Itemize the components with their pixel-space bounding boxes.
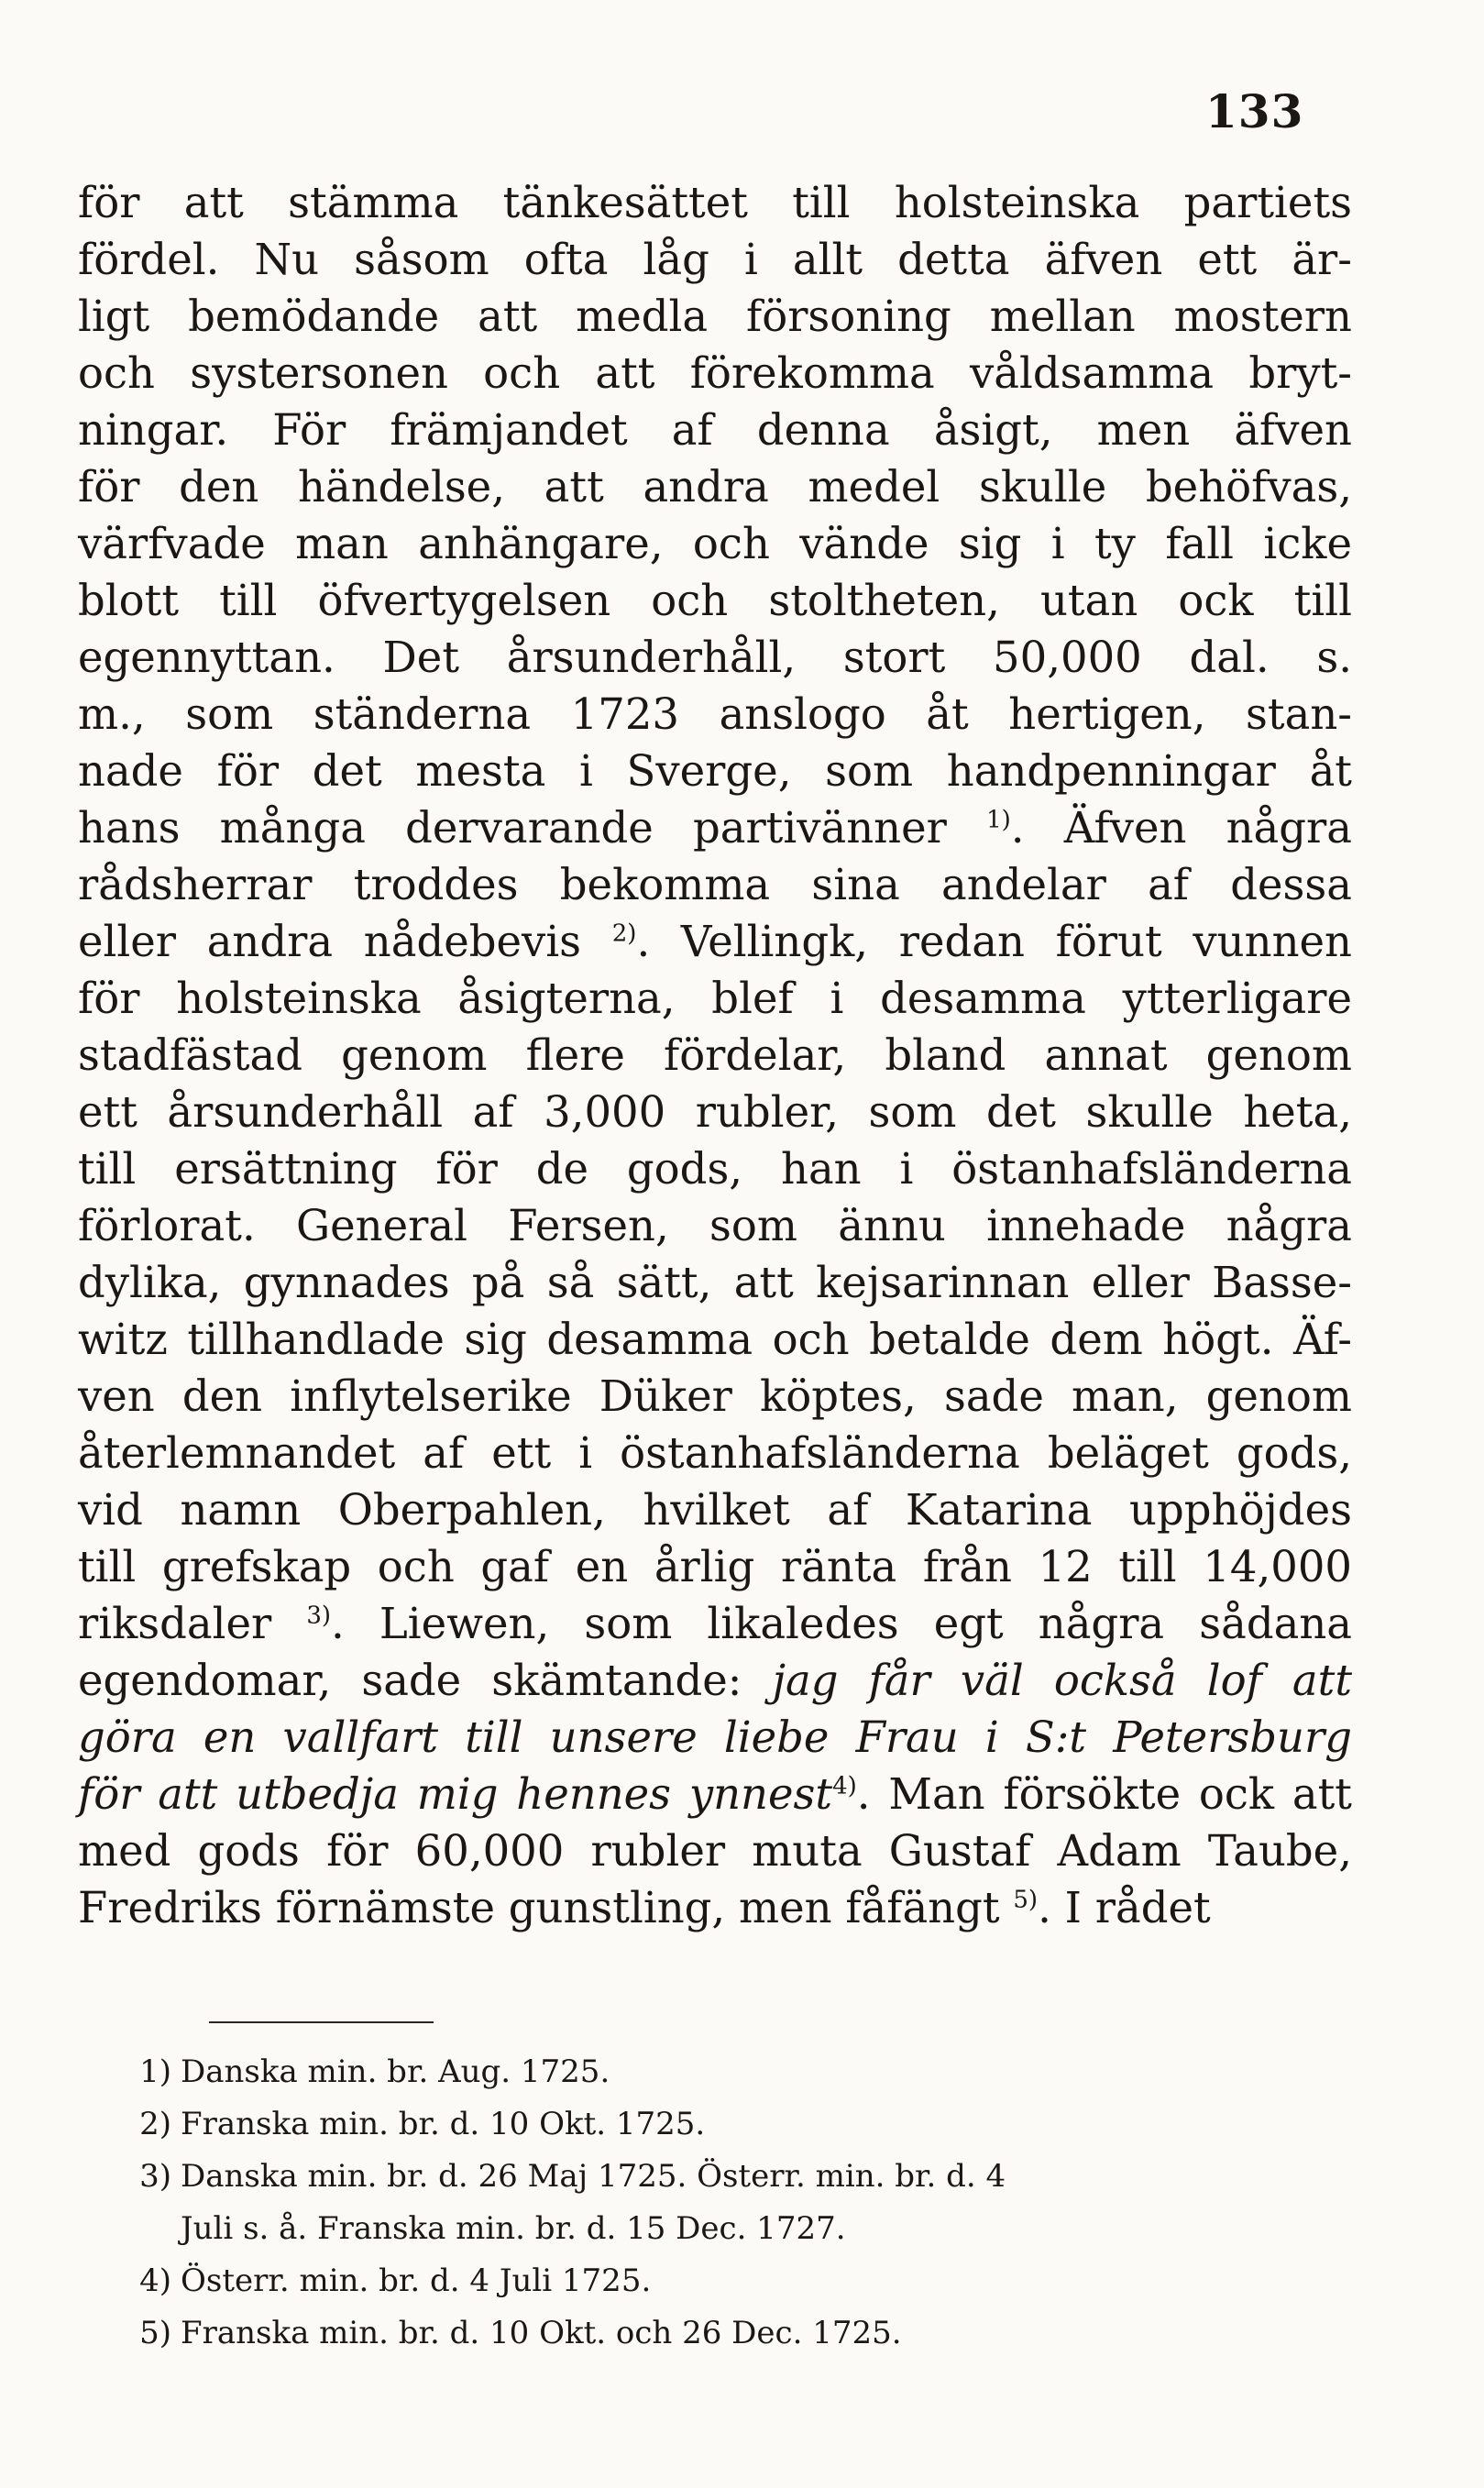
- footnote-mark: 2): [611, 919, 637, 948]
- body-text: [78, 174, 1352, 1936]
- footnote: [78, 2255, 1352, 2307]
- footnote-mark: 5): [1013, 1886, 1039, 1914]
- footnote: [78, 2307, 1352, 2360]
- footnotes: [78, 2046, 1352, 2360]
- text-line: till ersättning för de gods, han i östanhafsländerna: [78, 1144, 1352, 1194]
- italic-quote: jag får väl också lof att: [772, 1656, 1353, 1705]
- footnote-continuation: [78, 2203, 1352, 2255]
- text-segment: Fredriks förnämste gunstling, men fåfängt: [78, 1883, 1000, 1932]
- text-line: för holsteinska åsigterna, blef i desamma ytterligare: [78, 974, 1352, 1023]
- text-line: dylika, gynnades på så sätt, att kejsarinnan eller Basse-: [78, 1258, 1352, 1307]
- page-number: 133: [1205, 84, 1304, 138]
- text-line: m., som ständerna 1723 anslogo åt hertigen, stan-: [78, 689, 1352, 739]
- text-line: [78, 1766, 1352, 1822]
- italic-quote: för att utbedja mig hennes ynnest: [78, 1769, 833, 1819]
- footnote-text: Danska min. br. Aug. 1725.: [181, 2053, 610, 2090]
- text-line: ligt bemödande att medla försoning mellan mostern: [78, 292, 1352, 341]
- footnote-mark: 1): [986, 806, 1011, 834]
- footnote-text: Österr. min. br. d. 4 Juli 1725.: [181, 2262, 652, 2299]
- text-line: [78, 913, 1352, 970]
- footnote-number: 5): [139, 2315, 171, 2351]
- text-line: för den händelse, att andra medel skulle behöfvas,: [78, 462, 1352, 512]
- text-segment: egendomar, sade skämtande:: [78, 1656, 773, 1705]
- text-segment: . Liewen, som likaledes egt några sådana: [331, 1599, 1353, 1648]
- text-line: fördel. Nu såsom ofta låg i allt detta äfven ett är-: [78, 235, 1352, 284]
- text-line: blott till öfvertygelsen och stoltheten, utan ock till: [78, 576, 1352, 625]
- footnote-text: Franska min. br. d. 10 Okt. 1725.: [181, 2106, 706, 2142]
- text-line: för att stämma tänkesättet till holsteinska partiets: [78, 178, 1352, 227]
- footnote-number: 1): [139, 2053, 171, 2090]
- text-segment: . Man försökte ock att: [856, 1769, 1352, 1819]
- footnote-separator: [209, 2021, 434, 2023]
- text-line: vid namn Oberpahlen, hvilket af Katarina upphöjdes: [78, 1485, 1352, 1535]
- text-line: till grefskap och gaf en årlig ränta från 12 till 14,000: [78, 1542, 1352, 1591]
- text-line: ningar. För främjandet af denna åsigt, men äfven: [78, 405, 1352, 455]
- text-segment: . Vellingk, redan förut vunnen: [636, 917, 1352, 966]
- text-line: återlemnandet af ett i östanhafsländerna beläget gods,: [78, 1428, 1352, 1478]
- text-line: och systersonen och att förekomma våldsamma bryt-: [78, 348, 1352, 398]
- footnote: [78, 2098, 1352, 2151]
- footnote-number: 2): [139, 2106, 171, 2142]
- text-line: egennyttan. Det årsunderhåll, stort 50,000 dal. s.: [78, 633, 1352, 682]
- footnote: [78, 2046, 1352, 2098]
- text-segment: hans många dervarande partivänner: [78, 803, 947, 853]
- footnote: [78, 2151, 1352, 2203]
- text-line: witz tillhandlade sig desamma och betalde dem högt. Äf-: [78, 1315, 1352, 1364]
- text-line: rådsherrar troddes bekomma sina andelar af dessa: [78, 860, 1352, 909]
- text-line: nade för det mesta i Sverge, som handpenningar åt: [78, 746, 1352, 796]
- text-line: ett årsunderhåll af 3,000 rubler, som det skulle heta,: [78, 1087, 1352, 1137]
- text-line: [78, 1652, 1352, 1709]
- footnote-mark: 3): [306, 1602, 332, 1630]
- text-line: [78, 1595, 1352, 1652]
- footnote-number: 3): [139, 2158, 171, 2195]
- text-segment: eller andra nådebevis: [78, 917, 582, 966]
- footnote-text: Juli s. å. Franska min. br. d. 15 Dec. 1727.: [181, 2210, 846, 2247]
- footnote-text: Franska min. br. d. 10 Okt. och 26 Dec. 1725.: [181, 2315, 902, 2351]
- footnote-text: Danska min. br. d. 26 Maj 1725. Österr. min. br. d. 4: [181, 2158, 1006, 2195]
- footnote-number: 4): [139, 2262, 171, 2299]
- italic-quote-line: göra en vallfart till unsere liebe Frau i S:t Petersburg: [78, 1712, 1352, 1762]
- text-line: förlorat. General Fersen, som ännu innehade några: [78, 1201, 1352, 1250]
- text-segment: riksdaler: [78, 1599, 272, 1648]
- footnote-mark: 4): [832, 1772, 857, 1800]
- text-line: med gods för 60,000 rubler muta Gustaf Adam Taube,: [78, 1826, 1352, 1876]
- text-line: stadfästad genom flere fördelar, bland annat genom: [78, 1030, 1352, 1080]
- text-line: värfvade man anhängare, och vände sig i ty fall icke: [78, 519, 1352, 568]
- text-segment: . Äfven några: [1010, 803, 1352, 853]
- text-line: ven den inflytelserike Düker köptes, sade man, genom: [78, 1371, 1352, 1421]
- text-line: [78, 1879, 1352, 1936]
- text-segment: . I rådet: [1038, 1883, 1211, 1932]
- text-line: [78, 799, 1352, 856]
